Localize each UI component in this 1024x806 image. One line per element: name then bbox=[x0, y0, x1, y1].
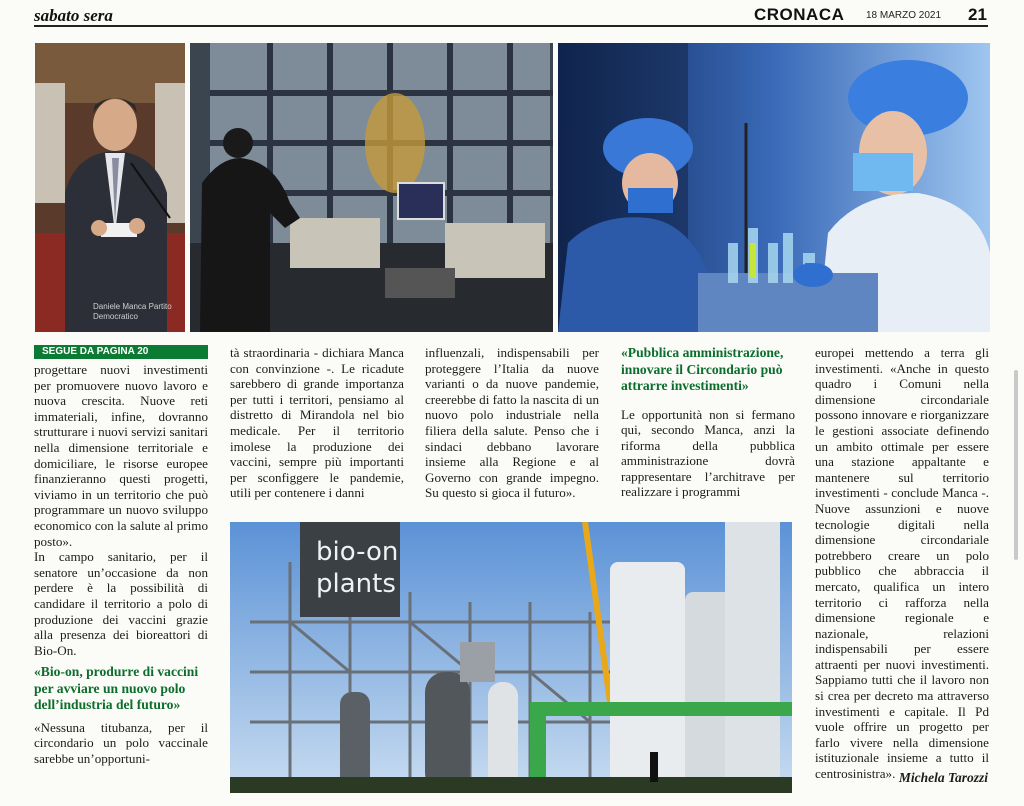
laboratory-photo bbox=[558, 43, 990, 332]
bio-on-plant-photo bbox=[230, 522, 792, 793]
article-paragraph: Le opportunità non si fermano qui, secondo Manca, anzi la riforma della pubblica amministrazione dovrà rappresentare l’architrave per realizzare i programmi bbox=[621, 406, 795, 500]
plant-sign-bio-on: bio-on bbox=[316, 537, 399, 567]
control-room-photo bbox=[190, 43, 553, 332]
article-paragraph: progettare nuovi investimenti per promuovere nuovo lavoro e nuova crescita. Nuove reti immateriali, infine, dovranno strutturare i nuovi servizi sanitari nella dimensione territoriale e domiciliare, le risorse europee finanzieranno questi progetti, viviamo in un territorio che può programmare un nuovo sviluppo economico con la salute al primo posto». bbox=[34, 362, 208, 549]
masthead: sabato sera bbox=[34, 6, 113, 25]
header-rule bbox=[34, 25, 988, 27]
senator-caption: Daniele Manca Partito Democratico bbox=[93, 302, 172, 321]
scrollbar[interactable] bbox=[1014, 370, 1018, 560]
section-title: CRONACA bbox=[754, 5, 845, 24]
article-column-3 bbox=[425, 345, 599, 501]
continued-from-banner: SEGUE DA PAGINA 20 bbox=[34, 345, 208, 359]
article-column-1 bbox=[34, 362, 208, 767]
author-byline: Michela Tarozzi bbox=[898, 770, 988, 785]
article-paragraph: In campo sanitario, per il senatore un’occasione da non perdere è la possibilità di candidare il territorio a polo di produzione dei vaccini grazie alla presenza dei bioreattori di Bio-On. bbox=[34, 549, 208, 658]
senator-photo bbox=[35, 43, 185, 332]
article-column-4 bbox=[621, 345, 795, 500]
subheading-public-administration: «Pubblica amministrazione, innovare il Circondario può attrarre investimenti» bbox=[621, 345, 784, 393]
plant-sign-plants: plants bbox=[316, 569, 396, 599]
subheading-bio-on: «Bio-on, produrre di vaccini per avviare un nuovo polo dell’industria del futuro» bbox=[34, 664, 199, 713]
page-number: 21 bbox=[968, 5, 987, 24]
article-column-2 bbox=[230, 345, 404, 501]
article-paragraph: europei mettendo a terra gli investimenti. «Anche in questo quadro i Comuni nella dimensione circondariale possono innovare e riorganizzare le gestioni associate definendo un ambito ottimale per essere una stazione appaltante e mantenere sul territorio investimenti - conclude Manca -. Nuove assunzioni e nuove tecnologie digitali nella dimensione circondariale potrebbero creare un polo pubblico che abbraccia il mercato, qualifica un intero territorio ci rafforza nella dimensione regionale e nazionale, relazioni indispensabili per essere attraenti per nuovi investimenti. Sappiamo tutti che il lavoro non si crea per decreto ma attraverso investimenti e capitale. Il Pd vuole offrire un progetto per farlo vivere nella dimensione istituzionale insieme a tutto il centrosinistra». bbox=[815, 345, 989, 782]
issue-date: 18 MARZO 2021 bbox=[866, 10, 942, 21]
article-paragraph: influenzali, indispensabili per proteggere l’Italia da nuove varianti o da nuove pandemie, creerebbe di fatto la nascita di un nuovo polo industriale nella filiera della salute. Penso che i sindaci debbano lavorare insieme alla Regione e al Governo con grande impegno. Su questo si gioca il futuro». bbox=[425, 345, 599, 501]
article-column-5 bbox=[815, 345, 989, 782]
article-paragraph: «Nessuna titubanza, per il circondario un polo vaccinale sarebbe un’opportuni- bbox=[34, 719, 208, 766]
article-paragraph: tà straordinaria - dichiara Manca con convinzione -. Le ricadute sarebbero di grande importanza per tutti i territori, pensiamo al distretto di Mirandola nel bio medicale. Per il territorio imolese la produzione dei vaccini, sempre più importanti per sconfiggere le pandemie, utili per contenere i danni bbox=[230, 345, 404, 501]
